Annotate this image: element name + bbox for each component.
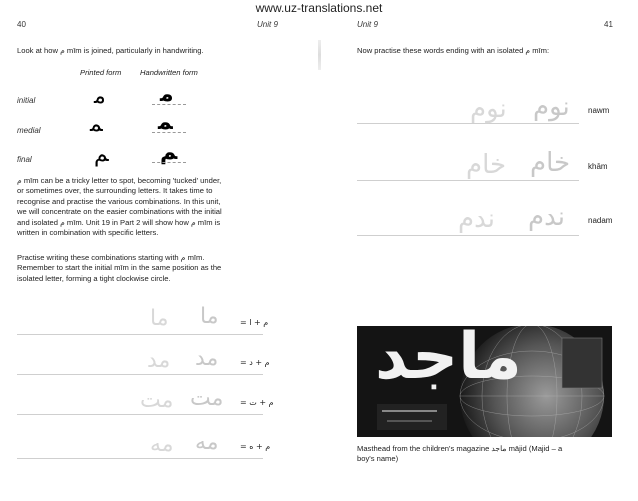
model-word: نوم xyxy=(533,92,570,122)
intro-text: Look at how ﻡ mīm is joined, particularly in handwriting. xyxy=(17,46,204,55)
transliteration: nawm xyxy=(588,106,610,115)
form-label: initial xyxy=(17,96,36,105)
practice-tracing: نوم xyxy=(470,94,507,124)
photo-caption xyxy=(357,444,627,465)
handwritten-glyph: ﻢ xyxy=(160,140,178,165)
practice-tracing: مد xyxy=(195,346,219,371)
writing-guide-line xyxy=(17,374,263,375)
paragraph-practise xyxy=(17,253,297,284)
practice-tracing: ندم xyxy=(458,204,495,234)
handwritten-glyph: ﻣ xyxy=(160,82,174,107)
writing-guide-line xyxy=(357,123,579,124)
writing-guide-line xyxy=(17,334,263,335)
printed-glyph: ﻢ xyxy=(94,142,109,167)
handwritten-glyph: ﻤ xyxy=(158,110,173,135)
practice-tracing: مه xyxy=(150,432,174,457)
combination-formula: م + د = xyxy=(240,358,270,367)
paragraph-line: written in combination with specific letters. xyxy=(17,228,159,238)
practice-tracing: مت xyxy=(140,388,174,413)
paragraph-line: we will concentrate on the easier combinations with the initial xyxy=(17,207,222,217)
page-number-left: 40 xyxy=(17,20,26,29)
form-label: medial xyxy=(17,126,41,135)
form-label: final xyxy=(17,155,32,164)
writing-guide-line xyxy=(357,180,579,181)
right-intro-text: Now practise these words ending with an isolated ﻡ mīm: xyxy=(357,46,550,55)
writing-guide-line xyxy=(357,235,579,236)
paragraph-line: Practise writing these combinations starting with ﻡ mīm. xyxy=(17,253,205,262)
model-word: خام xyxy=(530,148,571,178)
combination-formula: م + ه = xyxy=(240,442,271,451)
paragraph-line: ﻡ mīm can be a tricky letter to spot, becoming 'tucked' under, xyxy=(17,176,222,185)
baseline-dash xyxy=(152,162,186,163)
combination-formula: م + ت = xyxy=(240,398,274,407)
caption-line: Masthead from the children's magazine ماجد mājid (Majid – a xyxy=(357,444,563,453)
paragraph-line: isolated letter, forming a tight clockwise circle. xyxy=(17,273,171,283)
column-handwritten: Handwritten form xyxy=(140,68,198,77)
paragraph-line: and isolated ﻡ mīm. Unit 19 in Part 2 will show how ﻡ mīm is xyxy=(17,217,221,227)
page-number-right: 41 xyxy=(604,20,613,29)
magazine-masthead-photo xyxy=(357,326,612,437)
page-gutter xyxy=(318,40,321,70)
practice-tracing: ما xyxy=(150,306,169,331)
paragraph-line: recognise and practise the various combinations. In this unit, xyxy=(17,196,221,206)
transliteration: khām xyxy=(588,162,608,171)
writing-guide-line xyxy=(17,458,263,459)
practice-tracing: مت xyxy=(190,386,224,411)
caption-line: boy's name) xyxy=(357,454,399,464)
practice-tracing: مه xyxy=(195,430,219,455)
site-watermark: www.uz-translations.net xyxy=(255,1,383,15)
baseline-dash xyxy=(152,104,186,105)
masthead-title: ماجد xyxy=(375,326,522,394)
model-word: ندم xyxy=(528,202,565,232)
practice-tracing: خام xyxy=(466,150,507,180)
paragraph-line: or sometimes over, the surrounding letters. It takes time to xyxy=(17,186,213,196)
running-head-left: Unit 9 xyxy=(257,20,278,29)
practice-tracing: مد xyxy=(147,348,171,373)
printed-glyph: ﻣ xyxy=(94,84,106,109)
practice-tracing: ما xyxy=(200,304,219,329)
writing-guide-line xyxy=(17,414,263,415)
column-printed: Printed form xyxy=(80,68,122,77)
running-head-right: Unit 9 xyxy=(357,20,378,29)
paragraph-tricky-letter xyxy=(17,176,297,238)
paragraph-line: Remember to start the initial mīm in the same position as the xyxy=(17,263,222,273)
transliteration: nadam xyxy=(588,216,613,225)
combination-formula: م + ا = xyxy=(240,318,269,327)
baseline-dash xyxy=(152,132,186,133)
printed-glyph: ﻤ xyxy=(90,112,103,137)
